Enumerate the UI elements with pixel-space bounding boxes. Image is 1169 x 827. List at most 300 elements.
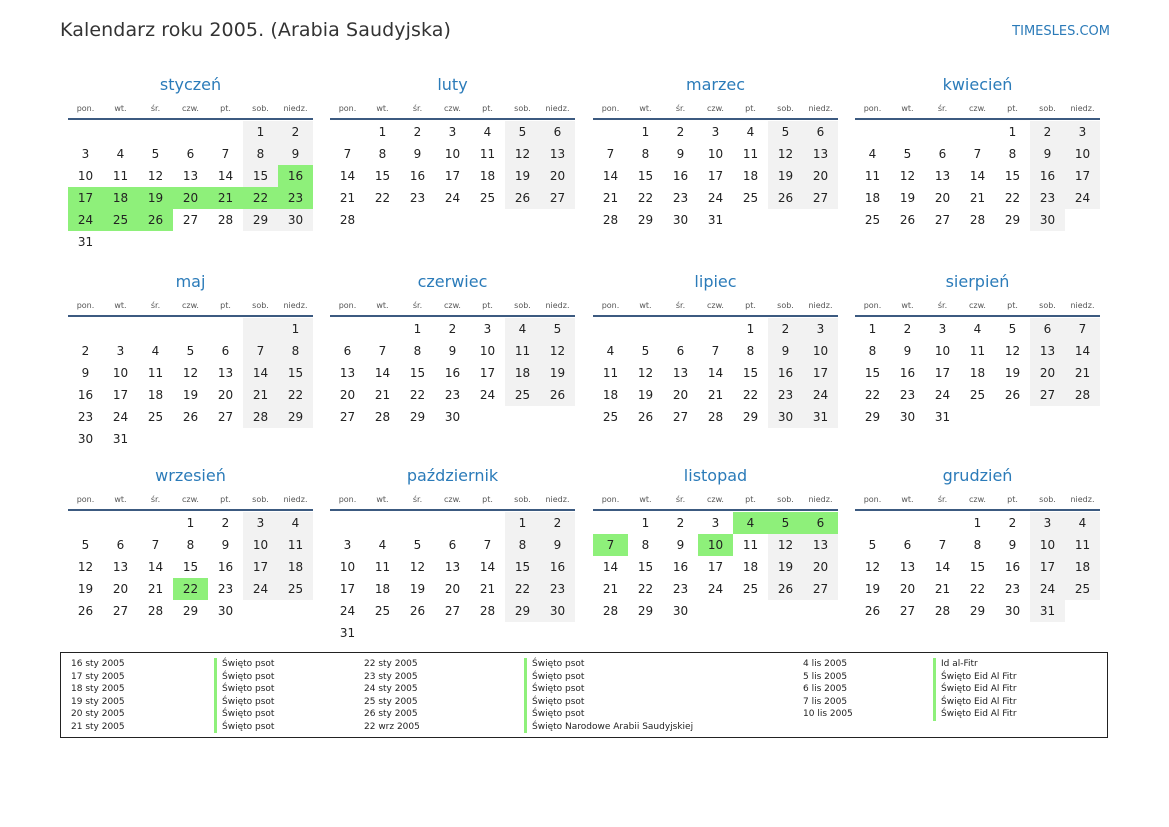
day-cell[interactable]: 10 bbox=[339, 560, 356, 574]
day-cell[interactable]: 27 bbox=[217, 410, 234, 424]
day-cell[interactable]: 11 bbox=[479, 147, 496, 161]
day-cell[interactable]: 22 bbox=[243, 187, 278, 209]
day-cell[interactable]: 31 bbox=[707, 213, 724, 227]
day-cell[interactable]: 21 bbox=[479, 582, 496, 596]
day-cell[interactable]: 21 bbox=[243, 384, 278, 406]
day-cell[interactable]: 9 bbox=[1030, 143, 1065, 165]
day-cell[interactable]: 8 bbox=[746, 344, 755, 358]
day-cell[interactable]: 18 bbox=[864, 191, 881, 205]
day-cell[interactable]: 30 bbox=[899, 410, 916, 424]
day-cell[interactable]: 24 bbox=[707, 582, 724, 596]
day-cell[interactable]: 6 bbox=[803, 512, 838, 534]
day-cell[interactable]: 2 bbox=[221, 516, 230, 530]
day-cell[interactable]: 2 bbox=[1008, 516, 1017, 530]
day-cell[interactable]: 24 bbox=[112, 410, 129, 424]
day-cell[interactable]: 23 bbox=[217, 582, 234, 596]
day-cell[interactable]: 3 bbox=[483, 322, 492, 336]
day-cell[interactable]: 13 bbox=[339, 366, 356, 380]
day-cell[interactable]: 29 bbox=[742, 410, 759, 424]
day-cell[interactable]: 7 bbox=[151, 538, 160, 552]
day-cell[interactable]: 24 bbox=[1030, 578, 1065, 600]
day-cell[interactable]: 12 bbox=[768, 534, 803, 556]
day-cell[interactable]: 28 bbox=[934, 604, 951, 618]
day-cell[interactable]: 25 bbox=[374, 604, 391, 618]
day-cell[interactable]: 21 bbox=[602, 191, 619, 205]
day-cell[interactable]: 17 bbox=[339, 582, 356, 596]
day-cell[interactable]: 4 bbox=[1065, 512, 1100, 534]
day-cell[interactable]: 25 bbox=[278, 578, 313, 600]
day-cell[interactable]: 11 bbox=[505, 340, 540, 362]
day-cell[interactable]: 6 bbox=[540, 121, 575, 143]
day-cell[interactable]: 4 bbox=[278, 512, 313, 534]
day-cell[interactable]: 12 bbox=[864, 560, 881, 574]
day-cell[interactable]: 3 bbox=[711, 125, 720, 139]
day-cell[interactable]: 26 bbox=[768, 578, 803, 600]
day-cell[interactable]: 2 bbox=[81, 344, 90, 358]
day-cell[interactable]: 28 bbox=[602, 604, 619, 618]
day-cell[interactable]: 28 bbox=[969, 213, 986, 227]
day-cell[interactable]: 14 bbox=[1065, 340, 1100, 362]
day-cell[interactable]: 28 bbox=[243, 406, 278, 428]
day-cell[interactable]: 7 bbox=[593, 534, 628, 556]
day-cell[interactable]: 25 bbox=[103, 209, 138, 231]
day-cell[interactable]: 19 bbox=[182, 388, 199, 402]
day-cell[interactable]: 1 bbox=[186, 516, 195, 530]
day-cell[interactable]: 11 bbox=[742, 538, 759, 552]
day-cell[interactable]: 27 bbox=[1030, 384, 1065, 406]
day-cell[interactable]: 9 bbox=[221, 538, 230, 552]
day-cell[interactable]: 29 bbox=[637, 213, 654, 227]
day-cell[interactable]: 8 bbox=[641, 147, 650, 161]
day-cell[interactable]: 12 bbox=[182, 366, 199, 380]
day-cell[interactable]: 31 bbox=[339, 626, 356, 640]
day-cell[interactable]: 30 bbox=[77, 432, 94, 446]
day-cell[interactable]: 5 bbox=[768, 512, 803, 534]
day-cell[interactable]: 13 bbox=[672, 366, 689, 380]
day-cell[interactable]: 13 bbox=[540, 143, 575, 165]
day-cell[interactable]: 10 bbox=[444, 147, 461, 161]
day-cell[interactable]: 30 bbox=[217, 604, 234, 618]
day-cell[interactable]: 25 bbox=[969, 388, 986, 402]
day-cell[interactable]: 19 bbox=[1004, 366, 1021, 380]
day-cell[interactable]: 17 bbox=[112, 388, 129, 402]
day-cell[interactable]: 21 bbox=[339, 191, 356, 205]
day-cell[interactable]: 17 bbox=[707, 169, 724, 183]
day-cell[interactable]: 13 bbox=[803, 143, 838, 165]
day-cell[interactable]: 24 bbox=[803, 384, 838, 406]
day-cell[interactable]: 18 bbox=[103, 187, 138, 209]
day-cell[interactable]: 25 bbox=[602, 410, 619, 424]
day-cell[interactable]: 24 bbox=[1065, 187, 1100, 209]
day-cell[interactable]: 24 bbox=[444, 191, 461, 205]
day-cell[interactable]: 21 bbox=[707, 388, 724, 402]
day-cell[interactable]: 28 bbox=[602, 213, 619, 227]
day-cell[interactable]: 23 bbox=[444, 388, 461, 402]
day-cell[interactable]: 17 bbox=[1030, 556, 1065, 578]
day-cell[interactable]: 16 bbox=[540, 556, 575, 578]
day-cell[interactable]: 3 bbox=[711, 516, 720, 530]
day-cell[interactable]: 31 bbox=[77, 235, 94, 249]
day-cell[interactable]: 29 bbox=[409, 410, 426, 424]
day-cell[interactable]: 6 bbox=[676, 344, 685, 358]
day-cell[interactable]: 15 bbox=[374, 169, 391, 183]
day-cell[interactable]: 12 bbox=[147, 169, 164, 183]
day-cell[interactable]: 23 bbox=[768, 384, 803, 406]
day-cell[interactable]: 26 bbox=[182, 410, 199, 424]
day-cell[interactable]: 22 bbox=[864, 388, 881, 402]
day-cell[interactable]: 20 bbox=[934, 191, 951, 205]
day-cell[interactable]: 9 bbox=[676, 538, 685, 552]
day-cell[interactable]: 12 bbox=[540, 340, 575, 362]
day-cell[interactable]: 20 bbox=[803, 165, 838, 187]
day-cell[interactable]: 16 bbox=[672, 169, 689, 183]
day-cell[interactable]: 5 bbox=[641, 344, 650, 358]
day-cell[interactable]: 5 bbox=[768, 121, 803, 143]
day-cell[interactable]: 1 bbox=[278, 318, 313, 340]
day-cell[interactable]: 25 bbox=[505, 384, 540, 406]
day-cell[interactable]: 9 bbox=[676, 147, 685, 161]
day-cell[interactable]: 15 bbox=[969, 560, 986, 574]
day-cell[interactable]: 7 bbox=[483, 538, 492, 552]
day-cell[interactable]: 25 bbox=[742, 191, 759, 205]
day-cell[interactable]: 20 bbox=[112, 582, 129, 596]
day-cell[interactable]: 20 bbox=[899, 582, 916, 596]
day-cell[interactable]: 16 bbox=[1004, 560, 1021, 574]
day-cell[interactable]: 23 bbox=[77, 410, 94, 424]
day-cell[interactable]: 26 bbox=[768, 187, 803, 209]
day-cell[interactable]: 18 bbox=[1065, 556, 1100, 578]
day-cell[interactable]: 3 bbox=[116, 344, 125, 358]
day-cell[interactable]: 26 bbox=[409, 604, 426, 618]
day-cell[interactable]: 16 bbox=[217, 560, 234, 574]
day-cell[interactable]: 21 bbox=[1065, 362, 1100, 384]
day-cell[interactable]: 14 bbox=[934, 560, 951, 574]
day-cell[interactable]: 27 bbox=[112, 604, 129, 618]
day-cell[interactable]: 3 bbox=[1030, 512, 1065, 534]
day-cell[interactable]: 4 bbox=[483, 125, 492, 139]
day-cell[interactable]: 25 bbox=[147, 410, 164, 424]
day-cell[interactable]: 11 bbox=[742, 147, 759, 161]
day-cell[interactable]: 4 bbox=[973, 322, 982, 336]
day-cell[interactable]: 21 bbox=[969, 191, 986, 205]
day-cell[interactable]: 18 bbox=[602, 388, 619, 402]
day-cell[interactable]: 4 bbox=[116, 147, 125, 161]
day-cell[interactable]: 31 bbox=[1030, 600, 1065, 622]
day-cell[interactable]: 17 bbox=[479, 366, 496, 380]
day-cell[interactable]: 4 bbox=[151, 344, 160, 358]
day-cell[interactable]: 9 bbox=[81, 366, 90, 380]
day-cell[interactable]: 23 bbox=[1004, 582, 1021, 596]
day-cell[interactable]: 15 bbox=[243, 165, 278, 187]
day-cell[interactable]: 8 bbox=[378, 147, 387, 161]
day-cell[interactable]: 12 bbox=[768, 143, 803, 165]
day-cell[interactable]: 4 bbox=[606, 344, 615, 358]
day-cell[interactable]: 9 bbox=[448, 344, 457, 358]
day-cell[interactable]: 2 bbox=[676, 125, 685, 139]
day-cell[interactable]: 29 bbox=[637, 604, 654, 618]
day-cell[interactable]: 3 bbox=[448, 125, 457, 139]
day-cell[interactable]: 26 bbox=[864, 604, 881, 618]
day-cell[interactable]: 28 bbox=[479, 604, 496, 618]
day-cell[interactable]: 24 bbox=[339, 604, 356, 618]
day-cell[interactable]: 7 bbox=[343, 147, 352, 161]
day-cell[interactable]: 3 bbox=[1065, 121, 1100, 143]
day-cell[interactable]: 2 bbox=[676, 516, 685, 530]
day-cell[interactable]: 3 bbox=[343, 538, 352, 552]
day-cell[interactable]: 16 bbox=[444, 366, 461, 380]
day-cell[interactable]: 5 bbox=[540, 318, 575, 340]
day-cell[interactable]: 8 bbox=[505, 534, 540, 556]
day-cell[interactable]: 23 bbox=[278, 187, 313, 209]
day-cell[interactable]: 26 bbox=[505, 187, 540, 209]
day-cell[interactable]: 6 bbox=[116, 538, 125, 552]
day-cell[interactable]: 2 bbox=[540, 512, 575, 534]
day-cell[interactable]: 19 bbox=[768, 556, 803, 578]
day-cell[interactable]: 10 bbox=[698, 534, 733, 556]
day-cell[interactable]: 21 bbox=[934, 582, 951, 596]
day-cell[interactable]: 20 bbox=[1030, 362, 1065, 384]
day-cell[interactable]: 8 bbox=[278, 340, 313, 362]
day-cell[interactable]: 18 bbox=[147, 388, 164, 402]
day-cell[interactable]: 10 bbox=[803, 340, 838, 362]
day-cell[interactable]: 14 bbox=[147, 560, 164, 574]
day-cell[interactable]: 1 bbox=[973, 516, 982, 530]
day-cell[interactable]: 1 bbox=[413, 322, 422, 336]
day-cell[interactable]: 4 bbox=[378, 538, 387, 552]
day-cell[interactable]: 22 bbox=[637, 191, 654, 205]
day-cell[interactable]: 11 bbox=[112, 169, 129, 183]
day-cell[interactable]: 6 bbox=[903, 538, 912, 552]
day-cell[interactable]: 4 bbox=[733, 512, 768, 534]
day-cell[interactable]: 26 bbox=[77, 604, 94, 618]
day-cell[interactable]: 2 bbox=[768, 318, 803, 340]
day-cell[interactable]: 20 bbox=[173, 187, 208, 209]
day-cell[interactable]: 14 bbox=[602, 560, 619, 574]
day-cell[interactable]: 2 bbox=[1030, 121, 1065, 143]
day-cell[interactable]: 29 bbox=[505, 600, 540, 622]
day-cell[interactable]: 7 bbox=[973, 147, 982, 161]
day-cell[interactable]: 19 bbox=[899, 191, 916, 205]
day-cell[interactable]: 13 bbox=[217, 366, 234, 380]
day-cell[interactable]: 3 bbox=[243, 512, 278, 534]
day-cell[interactable]: 6 bbox=[343, 344, 352, 358]
day-cell[interactable]: 29 bbox=[864, 410, 881, 424]
day-cell[interactable]: 6 bbox=[186, 147, 195, 161]
day-cell[interactable]: 19 bbox=[540, 362, 575, 384]
day-cell[interactable]: 12 bbox=[409, 560, 426, 574]
day-cell[interactable]: 1 bbox=[641, 516, 650, 530]
day-cell[interactable]: 5 bbox=[505, 121, 540, 143]
day-cell[interactable]: 13 bbox=[1030, 340, 1065, 362]
day-cell[interactable]: 30 bbox=[768, 406, 803, 428]
day-cell[interactable]: 14 bbox=[707, 366, 724, 380]
day-cell[interactable]: 3 bbox=[803, 318, 838, 340]
day-cell[interactable]: 1 bbox=[868, 322, 877, 336]
day-cell[interactable]: 23 bbox=[1030, 187, 1065, 209]
day-cell[interactable]: 21 bbox=[602, 582, 619, 596]
day-cell[interactable]: 10 bbox=[707, 147, 724, 161]
day-cell[interactable]: 26 bbox=[1004, 388, 1021, 402]
day-cell[interactable]: 6 bbox=[448, 538, 457, 552]
day-cell[interactable]: 27 bbox=[540, 187, 575, 209]
day-cell[interactable]: 25 bbox=[864, 213, 881, 227]
day-cell[interactable]: 16 bbox=[899, 366, 916, 380]
day-cell[interactable]: 17 bbox=[934, 366, 951, 380]
day-cell[interactable]: 23 bbox=[409, 191, 426, 205]
day-cell[interactable]: 2 bbox=[413, 125, 422, 139]
day-cell[interactable]: 15 bbox=[637, 169, 654, 183]
day-cell[interactable]: 30 bbox=[672, 213, 689, 227]
day-cell[interactable]: 15 bbox=[637, 560, 654, 574]
day-cell[interactable]: 20 bbox=[803, 556, 838, 578]
day-cell[interactable]: 26 bbox=[138, 209, 173, 231]
day-cell[interactable]: 19 bbox=[637, 388, 654, 402]
day-cell[interactable]: 7 bbox=[378, 344, 387, 358]
day-cell[interactable]: 8 bbox=[1008, 147, 1017, 161]
day-cell[interactable]: 5 bbox=[868, 538, 877, 552]
day-cell[interactable]: 17 bbox=[707, 560, 724, 574]
day-cell[interactable]: 19 bbox=[768, 165, 803, 187]
day-cell[interactable]: 8 bbox=[641, 538, 650, 552]
day-cell[interactable]: 16 bbox=[77, 388, 94, 402]
day-cell[interactable]: 13 bbox=[182, 169, 199, 183]
day-cell[interactable]: 20 bbox=[672, 388, 689, 402]
day-cell[interactable]: 2 bbox=[278, 121, 313, 143]
day-cell[interactable]: 16 bbox=[278, 165, 313, 187]
day-cell[interactable]: 8 bbox=[973, 538, 982, 552]
day-cell[interactable]: 21 bbox=[208, 187, 243, 209]
day-cell[interactable]: 11 bbox=[864, 169, 881, 183]
day-cell[interactable]: 11 bbox=[374, 560, 391, 574]
day-cell[interactable]: 28 bbox=[1065, 384, 1100, 406]
day-cell[interactable]: 26 bbox=[540, 384, 575, 406]
day-cell[interactable]: 7 bbox=[711, 344, 720, 358]
day-cell[interactable]: 9 bbox=[768, 340, 803, 362]
day-cell[interactable]: 7 bbox=[221, 147, 230, 161]
day-cell[interactable]: 10 bbox=[243, 534, 278, 556]
day-cell[interactable]: 16 bbox=[1030, 165, 1065, 187]
day-cell[interactable]: 10 bbox=[77, 169, 94, 183]
day-cell[interactable]: 13 bbox=[899, 560, 916, 574]
day-cell[interactable]: 14 bbox=[243, 362, 278, 384]
day-cell[interactable]: 1 bbox=[641, 125, 650, 139]
day-cell[interactable]: 9 bbox=[413, 147, 422, 161]
day-cell[interactable]: 27 bbox=[934, 213, 951, 227]
day-cell[interactable]: 7 bbox=[606, 147, 615, 161]
day-cell[interactable]: 5 bbox=[1008, 322, 1017, 336]
day-cell[interactable]: 22 bbox=[742, 388, 759, 402]
day-cell[interactable]: 15 bbox=[505, 556, 540, 578]
day-cell[interactable]: 20 bbox=[339, 388, 356, 402]
day-cell[interactable]: 5 bbox=[151, 147, 160, 161]
day-cell[interactable]: 23 bbox=[672, 582, 689, 596]
day-cell[interactable]: 30 bbox=[1004, 604, 1021, 618]
day-cell[interactable]: 11 bbox=[278, 534, 313, 556]
day-cell[interactable]: 17 bbox=[803, 362, 838, 384]
day-cell[interactable]: 22 bbox=[969, 582, 986, 596]
day-cell[interactable]: 6 bbox=[221, 344, 230, 358]
day-cell[interactable]: 8 bbox=[186, 538, 195, 552]
day-cell[interactable]: 22 bbox=[1004, 191, 1021, 205]
day-cell[interactable]: 29 bbox=[182, 604, 199, 618]
day-cell[interactable]: 24 bbox=[934, 388, 951, 402]
day-cell[interactable]: 4 bbox=[746, 125, 755, 139]
day-cell[interactable]: 5 bbox=[81, 538, 90, 552]
day-cell[interactable]: 13 bbox=[934, 169, 951, 183]
day-cell[interactable]: 1 bbox=[243, 121, 278, 143]
day-cell[interactable]: 15 bbox=[742, 366, 759, 380]
day-cell[interactable]: 16 bbox=[672, 560, 689, 574]
day-cell[interactable]: 27 bbox=[803, 187, 838, 209]
day-cell[interactable]: 18 bbox=[742, 169, 759, 183]
day-cell[interactable]: 31 bbox=[112, 432, 129, 446]
day-cell[interactable]: 18 bbox=[969, 366, 986, 380]
day-cell[interactable]: 4 bbox=[505, 318, 540, 340]
day-cell[interactable]: 3 bbox=[81, 147, 90, 161]
day-cell[interactable]: 19 bbox=[138, 187, 173, 209]
day-cell[interactable]: 21 bbox=[374, 388, 391, 402]
day-cell[interactable]: 1 bbox=[505, 512, 540, 534]
day-cell[interactable]: 29 bbox=[1004, 213, 1021, 227]
day-cell[interactable]: 8 bbox=[243, 143, 278, 165]
day-cell[interactable]: 10 bbox=[934, 344, 951, 358]
day-cell[interactable]: 3 bbox=[938, 322, 947, 336]
day-cell[interactable]: 18 bbox=[278, 556, 313, 578]
day-cell[interactable]: 27 bbox=[182, 213, 199, 227]
day-cell[interactable]: 1 bbox=[1008, 125, 1017, 139]
day-cell[interactable]: 22 bbox=[374, 191, 391, 205]
day-cell[interactable]: 25 bbox=[479, 191, 496, 205]
day-cell[interactable]: 22 bbox=[278, 384, 313, 406]
day-cell[interactable]: 5 bbox=[186, 344, 195, 358]
day-cell[interactable]: 22 bbox=[505, 578, 540, 600]
day-cell[interactable]: 13 bbox=[803, 534, 838, 556]
day-cell[interactable]: 31 bbox=[934, 410, 951, 424]
day-cell[interactable]: 1 bbox=[378, 125, 387, 139]
day-cell[interactable]: 26 bbox=[637, 410, 654, 424]
day-cell[interactable]: 2 bbox=[448, 322, 457, 336]
day-cell[interactable]: 12 bbox=[1004, 344, 1021, 358]
day-cell[interactable]: 11 bbox=[969, 344, 986, 358]
day-cell[interactable]: 22 bbox=[637, 582, 654, 596]
day-cell[interactable]: 24 bbox=[243, 578, 278, 600]
day-cell[interactable]: 7 bbox=[243, 340, 278, 362]
day-cell[interactable]: 5 bbox=[413, 538, 422, 552]
day-cell[interactable]: 23 bbox=[672, 191, 689, 205]
day-cell[interactable]: 15 bbox=[278, 362, 313, 384]
day-cell[interactable]: 16 bbox=[768, 362, 803, 384]
day-cell[interactable]: 5 bbox=[903, 147, 912, 161]
day-cell[interactable]: 13 bbox=[112, 560, 129, 574]
day-cell[interactable]: 10 bbox=[112, 366, 129, 380]
day-cell[interactable]: 24 bbox=[707, 191, 724, 205]
day-cell[interactable]: 27 bbox=[339, 410, 356, 424]
day-cell[interactable]: 29 bbox=[243, 209, 278, 231]
day-cell[interactable]: 24 bbox=[479, 388, 496, 402]
day-cell[interactable]: 1 bbox=[746, 322, 755, 336]
day-cell[interactable]: 11 bbox=[147, 366, 164, 380]
day-cell[interactable]: 26 bbox=[899, 213, 916, 227]
day-cell[interactable]: 8 bbox=[868, 344, 877, 358]
day-cell[interactable]: 10 bbox=[479, 344, 496, 358]
day-cell[interactable]: 23 bbox=[540, 578, 575, 600]
day-cell[interactable]: 19 bbox=[77, 582, 94, 596]
day-cell[interactable]: 15 bbox=[1004, 169, 1021, 183]
day-cell[interactable]: 17 bbox=[68, 187, 103, 209]
day-cell[interactable]: 19 bbox=[505, 165, 540, 187]
day-cell[interactable]: 29 bbox=[969, 604, 986, 618]
day-cell[interactable]: 15 bbox=[409, 366, 426, 380]
